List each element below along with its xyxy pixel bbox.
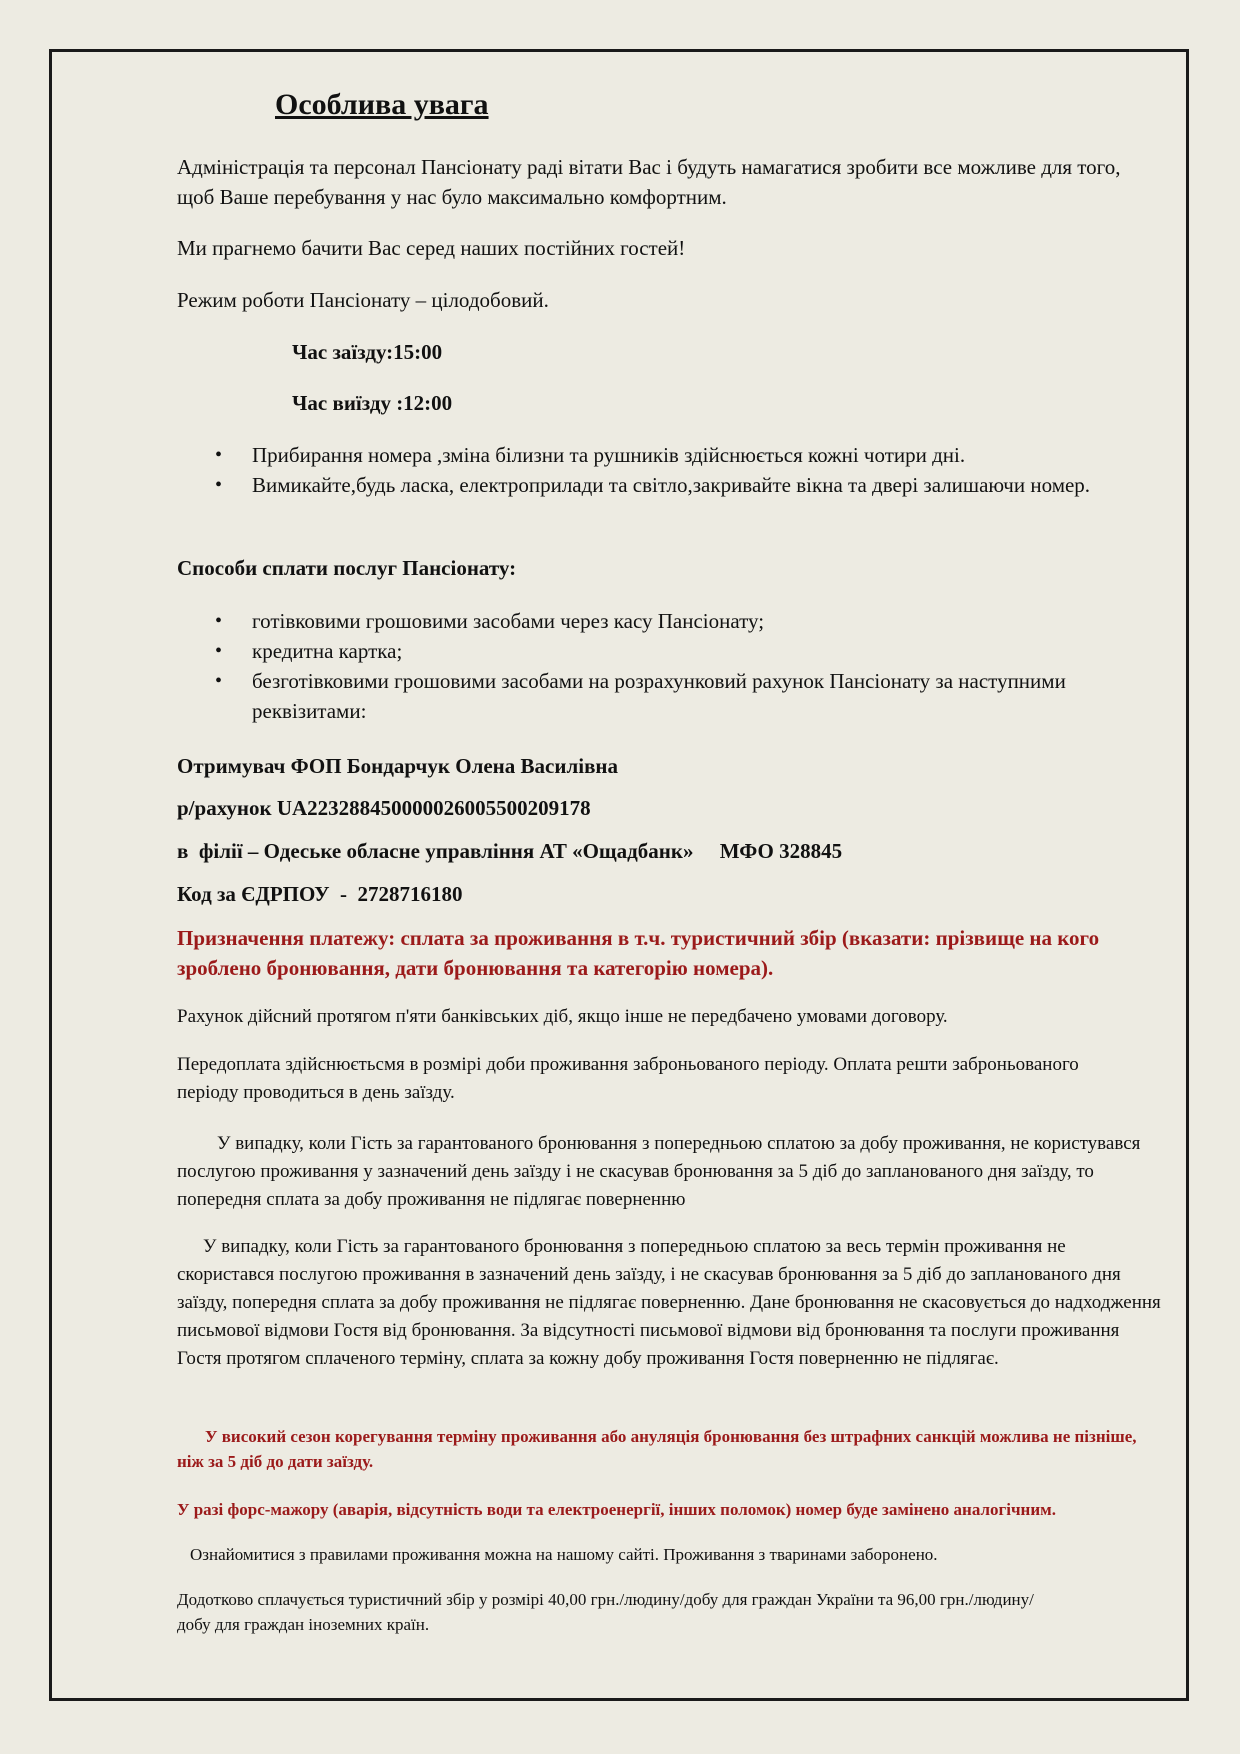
payment-methods-heading: Способи сплати послуг Пансіонату:	[177, 556, 517, 580]
list-item: • Вимикайте,будь ласка, електроприлади та світло,закривайте вікна та двері залишаючи номер.	[177, 470, 1152, 500]
list-item: • кредитна картка;	[177, 636, 1167, 666]
edrpou-line: Код за ЄДРПОУ - 2728716180	[177, 882, 463, 906]
list-item: • готівковими грошовими засобами через касу Пансіонату;	[177, 606, 1167, 636]
bank-line: в філії – Одеське обласне управління АТ «Ощадбанк» МФО 328845	[177, 839, 843, 863]
payment-purpose-text: Призначення платежу: сплата за проживання в т.ч. туристичний збір (вказати: прізвище на кого зроблено бронювання, дати бронювання та категорію номера).	[177, 926, 1100, 980]
checkout-time: Час виїзду :12:00	[292, 391, 453, 415]
invoice-validity-text: Рахунок дійсний протягом п'яти банківських діб, якщо інше не передбачено умовами договору.	[177, 1006, 948, 1027]
payment-methods-list	[177, 606, 1167, 726]
working-hours-text: Режим роботи Пансіонату – цілодобовий.	[177, 288, 549, 312]
force-majeure-warning: У разі форс-мажору (аварія, відсутність води та електроенергії, інших поломок) номер буде замінено аналогічним.	[177, 1500, 1056, 1519]
welcome-paragraph: Адміністрація та персонал Пансіонату раді вітати Вас і будуть намагатися зробити все можливе для того, щоб Ваше перебування у нас було максимально комфортним.	[177, 155, 1121, 209]
account-line: р/рахунок UA223288450000026005500209178	[177, 796, 591, 820]
house-rules-list	[177, 440, 1152, 500]
rules-site-text: Ознайомитися з правилами проживання можна на нашому сайті. Проживання з тваринами заборонено.	[190, 1545, 938, 1564]
case-one-day-text: У випадку, коли Гість за гарантованого бронювання з попередньою сплатою за добу проживання, не користувався послугою проживання у зазначений день заїзду і не скасував бронювання за 5 діб до запланованого дня заїзду, то попередня сплата за добу проживання не підлягає поверненню	[177, 1133, 1141, 1210]
checkin-time: Час заїзду:15:00	[292, 340, 443, 364]
regular-guests-text: Ми прагнемо бачити Вас серед наших постійних гостей!	[177, 236, 686, 260]
high-season-warning: У високий сезон корегування терміну проживання або ануляція бронювання без штрафних санкцій можлива не пізніше, ніж за 5 діб до дати заїзду.	[177, 1427, 1137, 1471]
tourist-tax-text: Додотково сплачується туристичний збір у розмірі 40,00 грн./людину/добу для граждан України та 96,00 грн./людину/добу для граждан іноземних країн.	[177, 1590, 1034, 1634]
prepayment-text: Передоплата здійснюєтьсмя в розмірі доби проживання заброньованого періоду. Оплата решти заброньованого періоду проводиться в день заїзду.	[177, 1054, 1079, 1103]
recipient-line: Отримувач ФОП Бондарчук Олена Василівна	[177, 754, 619, 778]
list-item: • безготівковими грошовими засобами на розрахунковий рахунок Пансіонату за наступними реквізитами:	[177, 666, 1167, 726]
list-item: • Прибирання номера ,зміна білизни та рушників здійснюється кожні чотири дні.	[177, 440, 1152, 470]
page-title: Особлива увага	[275, 88, 489, 121]
case-full-term-text: У випадку, коли Гість за гарантованого бронювання з попередньою сплатою за весь термін проживання не скористався послугою проживання в зазначений день заїзду, і не скасував бронювання за 5 діб до запланованого дня заїзду, попередня сплата за добу проживання не підлягає поверненню. Дане бронювання не скасовується до надходження письмової відмови Гостя від бронювання. За відсутності письмової відмови від бронювання та послуги проживання Гостя протягом сплаченого терміну, сплата за кожну добу проживання Гостя поверненню не підлягає.	[177, 1236, 1161, 1369]
